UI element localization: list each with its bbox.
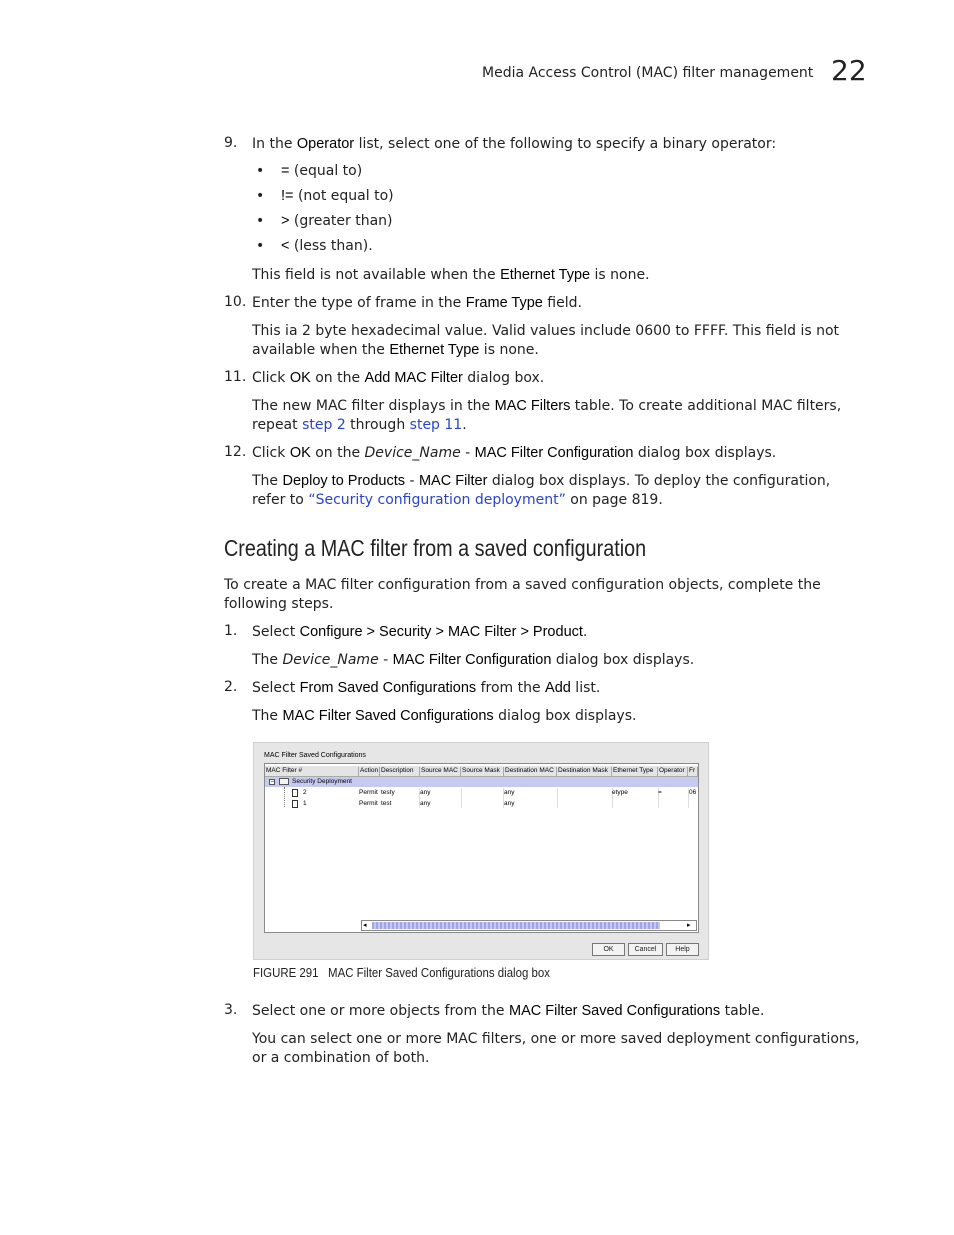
cell-frame-type: 06 (689, 789, 697, 796)
bullet: • (256, 213, 265, 229)
bullet-text: = (equal to) (281, 163, 363, 179)
file-icon (292, 789, 298, 797)
step-note: The MAC Filter Saved Configurations dialog box displays. (252, 708, 637, 724)
dialog-title: MAC Filter Saved Configurations (264, 752, 366, 759)
ui-term: Operator (296, 136, 355, 152)
step-note: You can select one or more MAC filters, one or more saved deployment configurations, or a combination of both. (252, 1031, 860, 1066)
cell-description: test (381, 800, 392, 807)
cell-operator: = (658, 789, 662, 796)
bullet-text: < (less than). (281, 238, 373, 254)
step-text: Click OK on the Device_Name - MAC Filter Configuration dialog box displays. (252, 445, 777, 461)
table-row-group-selected[interactable] (265, 777, 698, 787)
step-text: Select one or more objects from the MAC Filter Saved Configurations table. (252, 1003, 765, 1019)
column-header[interactable]: Ethernet Type (612, 767, 658, 776)
column-header[interactable]: Source MAC (420, 767, 461, 776)
link-step-11[interactable]: step 11 (409, 417, 463, 433)
cell-source-mac: any (420, 789, 431, 796)
step-text: Click OK on the Add MAC Filter dialog box. (252, 370, 545, 386)
ok-button[interactable]: OK (592, 943, 625, 956)
step-note: The Deploy to Products - MAC Filter dialog box displays. To deploy the configuration, refer to “Security configuration deployment” on page 819. (252, 473, 831, 508)
cell-action: Permit (359, 800, 378, 807)
step-note: The Device_Name - MAC Filter Configuration dialog box displays. (252, 652, 695, 668)
horizontal-scrollbar[interactable] (361, 920, 697, 931)
link-step-2[interactable]: step 2 (302, 417, 346, 433)
folder-icon (279, 778, 289, 785)
chapter-number: 22 (831, 54, 867, 87)
step-number: 2. (224, 679, 238, 695)
cell-description: testy (381, 789, 395, 796)
step-note: The new MAC filter displays in the MAC Filters table. To create additional MAC filters, repeat step 2 through step 11. (252, 398, 842, 433)
step-note: This field is not available when the Ethernet Type is none. (252, 267, 650, 283)
column-header[interactable]: MAC Filter # (265, 767, 359, 776)
bullet-text: > (greater than) (281, 213, 393, 229)
column-separator (557, 788, 558, 808)
step-text: In the Operator list, select one of the following to specify a binary operator: (252, 136, 777, 152)
saved-configurations-table[interactable] (264, 763, 699, 933)
cell-ethernet-type: etype (612, 789, 628, 796)
column-header[interactable]: Action (360, 767, 379, 774)
cell-filter-id: 1 (303, 800, 307, 807)
figure-caption (253, 965, 550, 980)
column-header[interactable]: Source Mask (461, 767, 504, 776)
step-text: Enter the type of frame in the Frame Type field. (252, 295, 582, 311)
link-security-config-deployment[interactable]: “Security configuration deployment” (308, 492, 566, 508)
step-note: This ia 2 byte hexadecimal value. Valid values include 0600 to FFFF. This field is not available when the Ethernet Type is none. (252, 323, 840, 358)
section-intro: To create a MAC filter configuration from a saved configuration objects, complete the following steps. (224, 577, 821, 612)
step-number: 3. (224, 1002, 238, 1018)
section-heading: Creating a MAC filter from a saved configuration (224, 535, 647, 561)
column-header[interactable]: Destination MAC (504, 767, 557, 776)
collapse-icon[interactable]: − (270, 778, 276, 785)
scrollbar-thumb[interactable] (372, 922, 660, 929)
mac-filter-saved-configurations-dialog (253, 742, 709, 960)
help-button[interactable]: Help (666, 943, 699, 956)
cell-action: Permit (359, 789, 378, 796)
cell-destination-mac: any (504, 800, 515, 807)
step-number: 9. (224, 135, 238, 151)
step-number: 1. (224, 623, 238, 639)
step-number: 12. (224, 444, 247, 460)
cell-filter-id: 2 (303, 789, 307, 796)
step-text: Select Configure > Security > MAC Filter > Product. (252, 624, 588, 640)
step-number: 11. (224, 369, 247, 385)
cell-destination-mac: any (504, 789, 515, 796)
scroll-right-icon[interactable]: ▸ (687, 922, 691, 929)
column-separator (461, 788, 462, 808)
file-icon (292, 800, 298, 808)
table-header-row (265, 766, 698, 777)
column-header[interactable]: Fr (688, 767, 698, 776)
bullet: • (256, 238, 265, 254)
running-header-title: Media Access Control (MAC) filter management (482, 65, 814, 81)
figure-number: FIGURE 291 (253, 965, 319, 980)
figure-caption-text: MAC Filter Saved Configurations dialog box (328, 965, 550, 980)
bullet-text: != (not equal to) (281, 188, 394, 204)
tree-connector (284, 787, 285, 807)
cancel-button[interactable]: Cancel (628, 943, 663, 956)
bullet: • (256, 163, 265, 179)
column-header[interactable]: Description (380, 767, 420, 776)
bullet: • (256, 188, 265, 204)
column-header[interactable]: Destination Mask (557, 767, 612, 776)
column-header[interactable]: Operator (658, 767, 688, 776)
step-text: Select From Saved Configurations from the Add list. (252, 680, 601, 696)
scroll-left-icon[interactable]: ◂ (363, 922, 367, 929)
group-label: Security Deployment (292, 778, 352, 785)
step-number: 10. (224, 294, 247, 310)
cell-source-mac: any (420, 800, 431, 807)
